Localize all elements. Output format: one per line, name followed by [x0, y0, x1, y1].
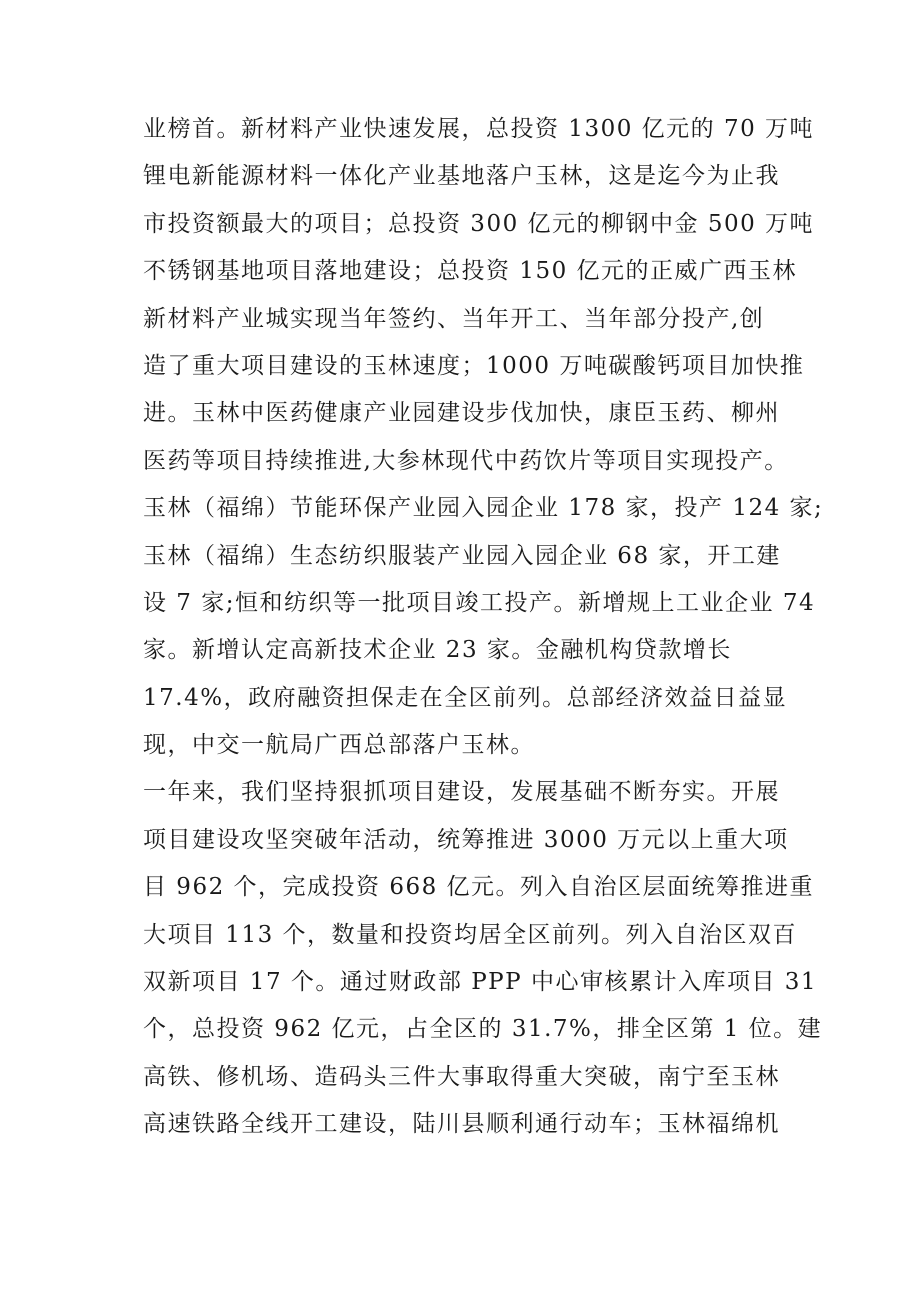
text-line: 造了重大项目建设的玉林速度；1000 万吨碳酸钙项目加快推 [143, 352, 805, 379]
text-line: 不锈钢基地项目落地建设；总投资 150 亿元的正威广西玉林 [143, 258, 798, 285]
text-line: 锂电新能源材料一体化产业基地落户玉林，这是迄今为止我 [143, 163, 780, 190]
text-line: 现，中交一航局广西总部落户玉林。 [143, 732, 535, 759]
text-line: 设 7 家;恒和纺织等一批项目竣工投产。新增规上工业企业 74 [143, 589, 816, 616]
text-line: 玉林（福绵）节能环保产业园入园企业 178 家，投产 124 家; [143, 495, 824, 522]
text-line: 市投资额最大的项目；总投资 300 亿元的柳钢中金 500 万吨 [143, 210, 815, 237]
text-line: 玉林（福绵）生态纺织服装产业园入园企业 68 家，开工建 [143, 542, 781, 569]
text-line: 大项目 113 个，数量和投资均居全区前列。列入自治区双百 [143, 921, 798, 948]
text-line: 一年来，我们坚持狠抓项目建设，发展基础不断夯实。开展 [143, 779, 780, 806]
body-text [143, 106, 824, 1149]
text-line: 医药等项目持续推进,大参林现代中药饮片等项目实现投产。 [143, 447, 789, 474]
text-line: 目 962 个，完成投资 668 亿元。列入自治区层面统筹推进重 [143, 874, 815, 901]
text-line: 项目建设攻坚突破年活动，统筹推进 3000 万元以上重大项 [143, 826, 789, 853]
text-line: 新材料产业城实现当年签约、当年开工、当年部分投产,创 [143, 305, 765, 332]
text-line: 高速铁路全线开工建设，陆川县顺利通行动车；玉林福绵机 [143, 1111, 780, 1138]
text-line: 家。新增认定高新技术企业 23 家。金融机构贷款增长 [143, 637, 732, 664]
text-line: 个，总投资 962 亿元，占全区的 31.7%，排全区第 1 位。建 [143, 1016, 823, 1043]
text-line: 进。玉林中医药健康产业园建设步伐加快，康臣玉药、柳州 [143, 400, 780, 427]
text-line: 业榜首。新材料产业快速发展，总投资 1300 亿元的 70 万吨 [143, 116, 815, 142]
text-line: 双新项目 17 个。通过财政部 PPP 中心审核累计入库项目 31 [143, 969, 818, 996]
text-line: 17.4%，政府融资担保走在全区前列。总部经济效益日益显 [143, 684, 788, 711]
text-line: 高铁、修机场、造码头三件大事取得重大突破，南宁至玉林 [143, 1063, 780, 1090]
